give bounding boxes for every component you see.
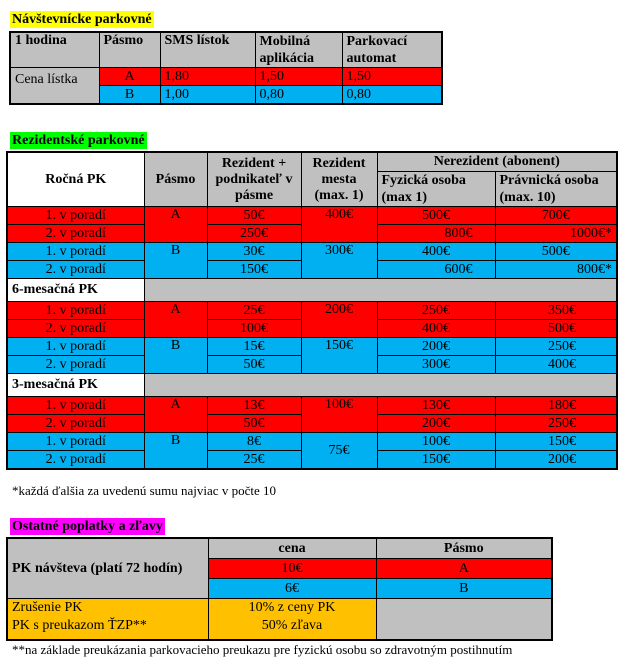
automat-a: 1,50: [342, 68, 442, 86]
visitor-table: [9, 31, 443, 105]
header-legal: Právnická osoba (max. 10): [495, 172, 617, 207]
other-heading: Ostatné poplatky a zľavy: [12, 519, 163, 534]
m6-a-rc: 200€: [301, 302, 377, 338]
annual-a-rb2: 250€: [207, 225, 301, 243]
m6-b-po2: 400€: [495, 356, 617, 374]
row-second: 2. v poradí: [7, 356, 144, 374]
annual-b-fo1: 400€: [377, 243, 495, 261]
section-3m-filler: [144, 374, 617, 397]
annual-a-fo2: 800€: [377, 225, 495, 243]
header-zone: Pásmo: [144, 152, 207, 207]
other-fees-table: [6, 537, 553, 641]
row-second: 2. v poradí: [7, 451, 144, 470]
loss-label: Zrušenie PK: [12, 600, 83, 615]
resident-footnote: *každá ďalšia za uvedenú sumu najviac v počte 10: [12, 483, 276, 498]
sms-b: 1,00: [160, 86, 255, 105]
row-first: 1. v poradí: [7, 433, 144, 451]
annual-a-fo1: 500€: [377, 207, 495, 225]
annual-a-po1: 700€: [495, 207, 617, 225]
m3-a-po1: 180€: [495, 397, 617, 415]
m6-b-fo2: 300€: [377, 356, 495, 374]
annual-a-rc: 400€: [301, 207, 377, 243]
row-second: 2. v poradí: [7, 261, 144, 279]
annual-b-rb1: 30€: [207, 243, 301, 261]
other-footnote: **na základe preukázania parkovacieho preukazu pre fyzickú osobu so zdravotným postihnutím: [12, 642, 513, 657]
resident-heading: Rezidentské parkovné: [12, 133, 145, 148]
annual-b-fo2: 600€: [377, 261, 495, 279]
zone-a: A: [144, 302, 207, 338]
m6-a-fo1: 250€: [377, 302, 495, 320]
m3-a-fo2: 200€: [377, 415, 495, 433]
m6-b-rb1: 15€: [207, 338, 301, 356]
row-first: 1. v poradí: [7, 338, 144, 356]
m6-b-fo1: 200€: [377, 338, 495, 356]
header-1-hour: 1 hodina: [10, 32, 99, 68]
section-6m-filler: [144, 279, 617, 302]
row-second: 2. v poradí: [7, 225, 144, 243]
m6-a-rb2: 100€: [207, 320, 301, 338]
m3-b-po1: 150€: [495, 433, 617, 451]
m6-a-po1: 350€: [495, 302, 617, 320]
m3-b-rc: 75€: [301, 433, 377, 470]
header-zone: Pásmo: [376, 538, 552, 559]
visit-b-price: 6€: [208, 579, 376, 599]
header-resident-city: Rezident mesta (max. 1): [301, 152, 377, 207]
annual-b-rb2: 150€: [207, 261, 301, 279]
section-3m-title: 3-mesačná PK: [7, 374, 144, 397]
app-a: 1,50: [255, 68, 342, 86]
row-first: 1. v poradí: [7, 243, 144, 261]
section-6m-title: 6-mesačná PK: [7, 279, 144, 302]
m3-a-po2: 250€: [495, 415, 617, 433]
discount-zone-filler: [376, 599, 552, 641]
header-price: cena: [208, 538, 376, 559]
m3-a-rb1: 13€: [207, 397, 301, 415]
m3-b-fo2: 150€: [377, 451, 495, 470]
zone-a: A: [144, 397, 207, 433]
annual-a-po2: 1000€*: [495, 225, 617, 243]
sms-a: 1,80: [160, 68, 255, 86]
m6-b-rc: 150€: [301, 338, 377, 374]
annual-b-po1: 500€: [495, 243, 617, 261]
visit-zone-b: B: [376, 579, 552, 599]
zone-a: A: [144, 207, 207, 243]
header-zone: Pásmo: [99, 32, 160, 68]
header-nonresident: Nerezident (abonent): [377, 152, 617, 172]
automat-b: 0,80: [342, 86, 442, 105]
discount-labels: [7, 599, 208, 641]
m3-b-po2: 200€: [495, 451, 617, 470]
row-first: 1. v poradí: [7, 397, 144, 415]
annual-b-rc: 300€: [301, 243, 377, 279]
app-b: 0,80: [255, 86, 342, 105]
zone-b: B: [144, 433, 207, 470]
m6-a-fo2: 400€: [377, 320, 495, 338]
visit-a-price: 10€: [208, 559, 376, 579]
price-label: Cena lístka: [10, 68, 99, 105]
header-sms: SMS lístok: [160, 32, 255, 68]
annual-a-rb1: 50€: [207, 207, 301, 225]
header-app: Mobilná aplikácia: [255, 32, 342, 68]
m3-b-rb2: 25€: [207, 451, 301, 470]
m3-a-rc: 100€: [301, 397, 377, 433]
m6-b-rb2: 50€: [207, 356, 301, 374]
resident-table: [6, 151, 618, 470]
visit-zone-a: A: [376, 559, 552, 579]
annual-b-po2: 800€*: [495, 261, 617, 279]
zone-b: B: [144, 338, 207, 374]
row-second: 2. v poradí: [7, 415, 144, 433]
zone-b: B: [144, 243, 207, 279]
m3-a-fo1: 130€: [377, 397, 495, 415]
visitor-heading: Návštevnícke parkovné: [12, 12, 152, 27]
visit-label: PK návšteva (platí 72 hodín): [7, 538, 208, 599]
row-second: 2. v poradí: [7, 320, 144, 338]
header-annual: Ročná PK: [7, 152, 144, 207]
zone-b: B: [99, 86, 160, 105]
zone-a: A: [99, 68, 160, 86]
row-first: 1. v poradí: [7, 302, 144, 320]
m3-a-rb2: 50€: [207, 415, 301, 433]
discount-prices: [208, 599, 376, 641]
header-natural: Fyzická osoba (max 1): [377, 172, 495, 207]
tzp-price: 50% zľava: [261, 618, 323, 633]
tzp-label: PK s preukazom ŤZP**: [12, 618, 147, 633]
m6-a-rb1: 25€: [207, 302, 301, 320]
m6-a-po2: 500€: [495, 320, 617, 338]
header-resident-business: Rezident + podnikateľ v pásme: [207, 152, 301, 207]
m3-b-fo1: 100€: [377, 433, 495, 451]
header-automat: Parkovací automat: [342, 32, 442, 68]
row-first: 1. v poradí: [7, 207, 144, 225]
loss-price: 10% z ceny PK: [248, 600, 336, 615]
m6-b-po1: 250€: [495, 338, 617, 356]
m3-b-rb1: 8€: [207, 433, 301, 451]
